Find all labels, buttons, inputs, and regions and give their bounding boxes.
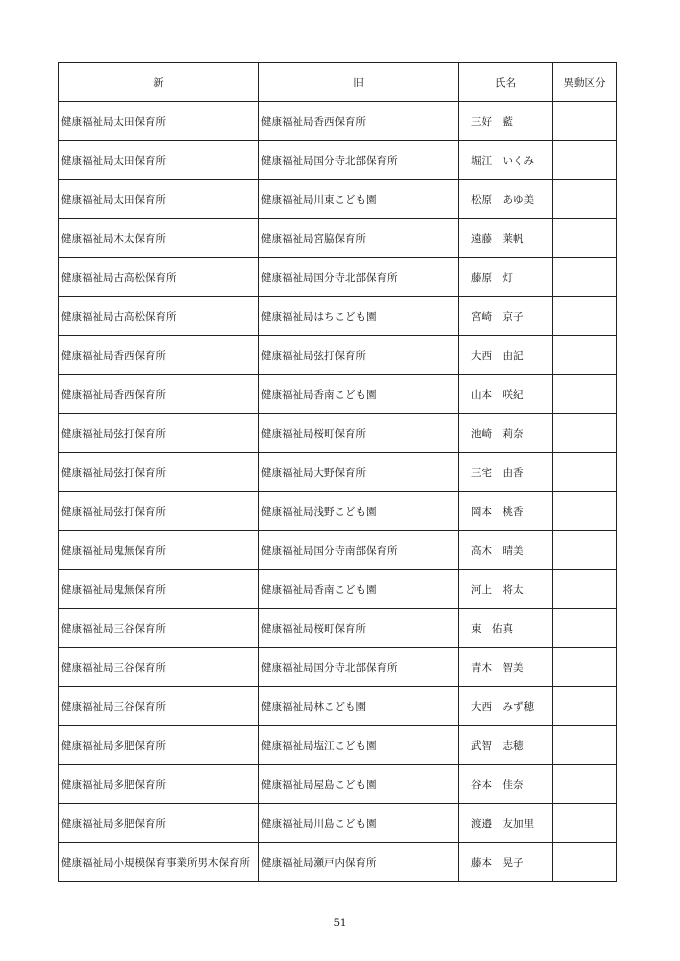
cell-new: 健康福祉局多肥保育所 xyxy=(59,765,259,804)
cell-old: 健康福祉局香西保育所 xyxy=(259,102,459,141)
cell-old: 健康福祉局林こども園 xyxy=(259,687,459,726)
cell-old: 健康福祉局国分寺北部保育所 xyxy=(259,648,459,687)
table-row xyxy=(59,726,617,765)
table-row xyxy=(59,609,617,648)
cell-name: 武智 志穂 xyxy=(459,726,553,765)
cell-change-type xyxy=(553,492,617,531)
cell-name: 池崎 莉奈 xyxy=(459,414,553,453)
table-row xyxy=(59,297,617,336)
table-row xyxy=(59,765,617,804)
table-row xyxy=(59,804,617,843)
cell-change-type xyxy=(553,531,617,570)
cell-new: 健康福祉局太田保育所 xyxy=(59,180,259,219)
cell-change-type xyxy=(553,804,617,843)
table-row xyxy=(59,375,617,414)
page-number: 51 xyxy=(333,918,347,929)
cell-name: 三好 藍 xyxy=(459,102,553,141)
cell-old: 健康福祉局川東こども園 xyxy=(259,180,459,219)
table-row xyxy=(59,531,617,570)
cell-new: 健康福祉局鬼無保育所 xyxy=(59,570,259,609)
header-row xyxy=(59,63,617,102)
cell-old: 健康福祉局国分寺北部保育所 xyxy=(259,258,459,297)
cell-name: 遠藤 莱帆 xyxy=(459,219,553,258)
cell-change-type xyxy=(553,765,617,804)
cell-change-type xyxy=(553,687,617,726)
table-row xyxy=(59,687,617,726)
cell-new: 健康福祉局三谷保育所 xyxy=(59,648,259,687)
cell-change-type xyxy=(553,609,617,648)
personnel-change-table xyxy=(58,62,617,882)
cell-name: 大西 みず穂 xyxy=(459,687,553,726)
cell-name: 山本 咲紀 xyxy=(459,375,553,414)
cell-change-type xyxy=(553,375,617,414)
cell-new: 健康福祉局古高松保育所 xyxy=(59,297,259,336)
header-name: 氏名 xyxy=(459,63,553,102)
cell-name: 松原 あゆ美 xyxy=(459,180,553,219)
cell-change-type xyxy=(553,336,617,375)
cell-change-type xyxy=(553,726,617,765)
cell-new: 健康福祉局古高松保育所 xyxy=(59,258,259,297)
cell-name: 河上 将太 xyxy=(459,570,553,609)
cell-change-type xyxy=(553,141,617,180)
header-old: 旧 xyxy=(259,63,459,102)
cell-change-type xyxy=(553,570,617,609)
cell-change-type xyxy=(553,297,617,336)
cell-name: 青木 智美 xyxy=(459,648,553,687)
header-new: 新 xyxy=(59,63,259,102)
cell-old: 健康福祉局弦打保育所 xyxy=(259,336,459,375)
cell-name: 岡本 桃香 xyxy=(459,492,553,531)
cell-name: 藤原 灯 xyxy=(459,258,553,297)
cell-new: 健康福祉局弦打保育所 xyxy=(59,414,259,453)
cell-new: 健康福祉局太田保育所 xyxy=(59,102,259,141)
table-row xyxy=(59,570,617,609)
cell-change-type xyxy=(553,648,617,687)
cell-name: 堀江 いくみ xyxy=(459,141,553,180)
cell-change-type xyxy=(553,453,617,492)
cell-change-type xyxy=(553,219,617,258)
header-change-type: 異動区分 xyxy=(553,63,617,102)
cell-name: 宮崎 京子 xyxy=(459,297,553,336)
cell-old: 健康福祉局川島こども園 xyxy=(259,804,459,843)
cell-old: 健康福祉局香南こども園 xyxy=(259,570,459,609)
cell-old: 健康福祉局桜町保育所 xyxy=(259,414,459,453)
cell-old: 健康福祉局塩江こども園 xyxy=(259,726,459,765)
table-row xyxy=(59,492,617,531)
cell-name: 大西 由記 xyxy=(459,336,553,375)
cell-old: 健康福祉局浅野こども園 xyxy=(259,492,459,531)
cell-new: 健康福祉局太田保育所 xyxy=(59,141,259,180)
cell-new: 健康福祉局小規模保育事業所男木保育所 xyxy=(59,843,259,882)
cell-change-type xyxy=(553,843,617,882)
cell-old: 健康福祉局香南こども園 xyxy=(259,375,459,414)
cell-name: 高木 晴美 xyxy=(459,531,553,570)
cell-new: 健康福祉局鬼無保育所 xyxy=(59,531,259,570)
table-row xyxy=(59,180,617,219)
cell-new: 健康福祉局弦打保育所 xyxy=(59,453,259,492)
cell-old: 健康福祉局屋島こども園 xyxy=(259,765,459,804)
table-row xyxy=(59,648,617,687)
table-row xyxy=(59,843,617,882)
cell-name: 谷本 佳奈 xyxy=(459,765,553,804)
cell-change-type xyxy=(553,414,617,453)
cell-old: 健康福祉局宮脇保育所 xyxy=(259,219,459,258)
table-row xyxy=(59,453,617,492)
cell-new: 健康福祉局三谷保育所 xyxy=(59,609,259,648)
cell-old: 健康福祉局国分寺南部保育所 xyxy=(259,531,459,570)
table-row xyxy=(59,102,617,141)
table-row xyxy=(59,141,617,180)
cell-new: 健康福祉局香西保育所 xyxy=(59,375,259,414)
cell-name: 東 佑真 xyxy=(459,609,553,648)
cell-old: 健康福祉局はちこども園 xyxy=(259,297,459,336)
cell-change-type xyxy=(553,180,617,219)
cell-old: 健康福祉局国分寺北部保育所 xyxy=(259,141,459,180)
cell-old: 健康福祉局大野保育所 xyxy=(259,453,459,492)
table-row xyxy=(59,258,617,297)
cell-change-type xyxy=(553,258,617,297)
table-row xyxy=(59,219,617,258)
cell-new: 健康福祉局多肥保育所 xyxy=(59,726,259,765)
cell-name: 藤本 晃子 xyxy=(459,843,553,882)
cell-new: 健康福祉局多肥保育所 xyxy=(59,804,259,843)
cell-new: 健康福祉局香西保育所 xyxy=(59,336,259,375)
cell-name: 三宅 由香 xyxy=(459,453,553,492)
cell-name: 渡邉 友加里 xyxy=(459,804,553,843)
cell-new: 健康福祉局木太保育所 xyxy=(59,219,259,258)
table-row xyxy=(59,414,617,453)
table-row xyxy=(59,336,617,375)
cell-old: 健康福祉局瀬戸内保育所 xyxy=(259,843,459,882)
cell-new: 健康福祉局三谷保育所 xyxy=(59,687,259,726)
cell-new: 健康福祉局弦打保育所 xyxy=(59,492,259,531)
personnel-table-container xyxy=(58,62,616,882)
cell-change-type xyxy=(553,102,617,141)
cell-old: 健康福祉局桜町保育所 xyxy=(259,609,459,648)
